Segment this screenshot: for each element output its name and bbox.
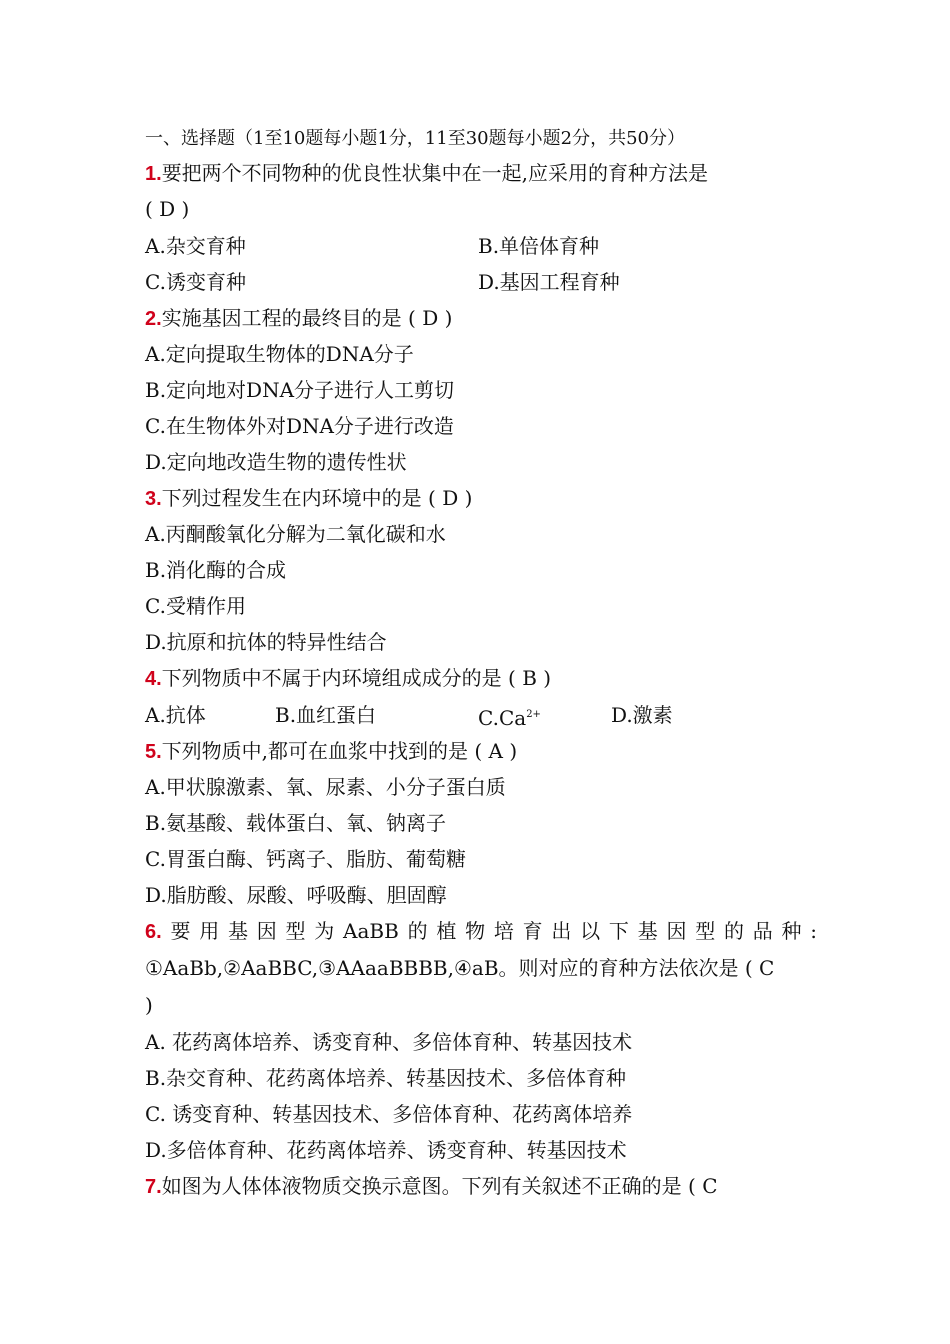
question-stem: 实施基因工程的最终目的是 ( D ) bbox=[161, 306, 453, 330]
question-4 bbox=[145, 665, 551, 692]
option-a: A.杂交育种 bbox=[145, 234, 246, 258]
question-5 bbox=[145, 738, 517, 765]
answer-line: ( D ) bbox=[145, 197, 190, 221]
option-a: A.定向提取生物体的DNA分子 bbox=[145, 342, 414, 366]
option-row bbox=[145, 702, 673, 730]
option-a: A.甲状腺激素、氧、尿素、小分子蛋白质 bbox=[145, 775, 506, 799]
question-number: 3. bbox=[145, 488, 162, 510]
question-stem: 下列物质中不属于内环境组成成分的是 ( B ) bbox=[161, 666, 552, 690]
question-1 bbox=[145, 160, 708, 187]
option-b: B.定向地对DNA分子进行人工剪切 bbox=[145, 378, 455, 402]
question-number: 1. bbox=[145, 163, 162, 185]
option-row bbox=[145, 233, 600, 259]
question-number: 5. bbox=[145, 741, 162, 763]
question-2 bbox=[145, 305, 452, 332]
option-d: D.定向地改造生物的遗传性状 bbox=[145, 450, 407, 474]
superscript: 2+ bbox=[526, 709, 541, 720]
question-number: 7. bbox=[145, 1176, 162, 1198]
question-stem: 要把两个不同物种的优良性状集中在一起,应采用的育种方法是 bbox=[161, 161, 709, 185]
option-c: C.胃蛋白酶、钙离子、脂肪、葡萄糖 bbox=[145, 847, 466, 871]
section-title: 一、选择题（1至10题每小题1分，11至30题每小题2分，共50分） bbox=[145, 128, 685, 149]
option-d: D.抗原和抗体的特异性结合 bbox=[145, 630, 387, 654]
option-d: D.脂肪酸、尿酸、呼吸酶、胆固醇 bbox=[145, 883, 447, 907]
option-c: C.在生物体外对DNA分子进行改造 bbox=[145, 414, 454, 438]
option-d: D.激素 bbox=[611, 703, 673, 727]
option-a: A.丙酮酸氧化分解为二氧化碳和水 bbox=[145, 522, 446, 546]
option-b: B.氨基酸、载体蛋白、氧、钠离子 bbox=[145, 811, 447, 835]
option-a: A.抗体 bbox=[145, 703, 206, 727]
question-stem: 下列过程发生在内环境中的是 ( D ) bbox=[161, 486, 473, 510]
question-number: 2. bbox=[145, 308, 162, 330]
option-b: B.消化酶的合成 bbox=[145, 558, 287, 582]
option-d: D.基因工程育种 bbox=[478, 270, 620, 294]
option-a: A. 花药离体培养、诱变育种、多倍体育种、转基因技术 bbox=[145, 1030, 633, 1054]
option-b: B.单倍体育种 bbox=[478, 234, 600, 258]
option-c: C.受精作用 bbox=[145, 594, 246, 618]
question-stem-cont: ①AaBb,②AaBBC,③AAaaBBBB,④aB。则对应的育种方法依次是 ( C bbox=[145, 956, 775, 980]
option-c: $C.Ca^{2+}$ bbox=[478, 706, 541, 730]
option-b: B.血红蛋白 bbox=[275, 703, 377, 727]
option-c: C. 诱变育种、转基因技术、多倍体育种、花药离体培养 bbox=[145, 1102, 633, 1126]
option-c: C.诱变育种 bbox=[145, 270, 246, 294]
option-d: D.多倍体育种、花药离体培养、诱变育种、转基因技术 bbox=[145, 1138, 627, 1162]
question-stem: 如图为人体体液物质交换示意图。下列有关叙述不正确的是 ( C bbox=[161, 1174, 718, 1198]
question-stem-cont: ) bbox=[145, 993, 153, 1017]
question-stem: 下列物质中,都可在血浆中找到的是 ( A ) bbox=[161, 739, 518, 763]
question-7 bbox=[145, 1173, 718, 1200]
option-b: B.杂交育种、花药离体培养、转基因技术、多倍体育种 bbox=[145, 1066, 627, 1090]
option-row bbox=[145, 269, 620, 295]
question-stem: 要用基因型为AaBB的植物培育出以下基因型的品种: bbox=[161, 919, 817, 943]
question-3 bbox=[145, 485, 472, 512]
question-number: 4. bbox=[145, 668, 162, 690]
question-6 bbox=[145, 918, 817, 945]
question-number: 6. bbox=[145, 921, 162, 943]
